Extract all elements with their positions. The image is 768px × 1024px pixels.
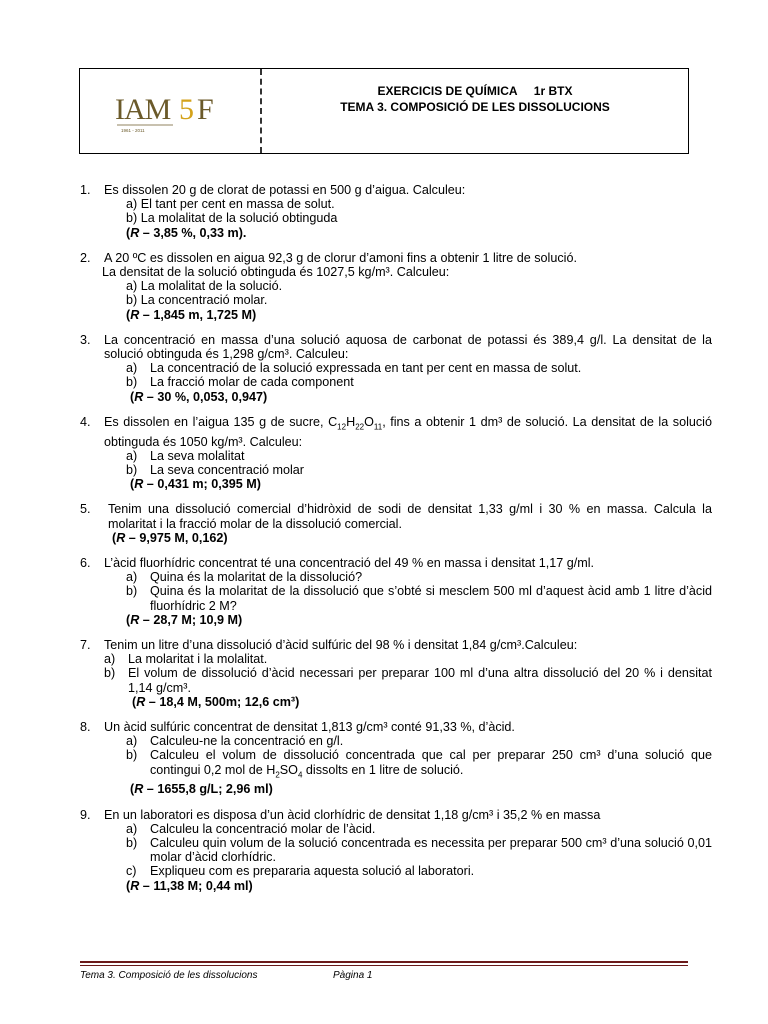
sub-question: b) La seva concentració molar xyxy=(126,462,305,477)
answer-r: R xyxy=(116,530,126,545)
sub-question: a) La concentració de la solució expressada en tant per cent en massa de solut. xyxy=(126,361,582,376)
sub-question: b) El volum de dissolució d’àcid necessari per preparar 100 ml d’una altra dissolució del 20 % i densitat 1,14 g/cm³. xyxy=(104,666,712,695)
header-title xyxy=(262,83,688,115)
sub-question: b) La fracció molar de cada component xyxy=(126,375,354,390)
exercise-number: 2. xyxy=(80,250,91,265)
answer-r: R xyxy=(130,878,140,893)
header-box xyxy=(79,68,689,154)
answer-values: – 0,431 m; 0,395 M) xyxy=(143,477,261,492)
answer-values: – 1,845 m, 1,725 M) xyxy=(139,307,257,322)
sub-question: a) La molalitat de la solució. xyxy=(126,279,283,294)
answer-r: R xyxy=(134,477,144,492)
answer: (R – 1,845 m, 1,725 M) xyxy=(126,307,257,322)
header-line-2: TEMA 3. COMPOSICIÓ DE LES DISSOLUCIONS xyxy=(340,100,610,114)
exercise-number: 8. xyxy=(80,720,91,735)
sub-question: a) El tant per cent en massa de solut. xyxy=(126,197,335,212)
sub-question: a) Quina és la molaritat de la dissolució? xyxy=(126,570,363,585)
answer-values: – 11,38 M; 0,44 ml) xyxy=(139,878,253,893)
exercise-number: 1. xyxy=(80,183,91,197)
exercise-text: Un àcid sulfúric concentrat de densitat 1,813 g/cm³ conté 91,33 %, d’àcid. xyxy=(104,720,515,735)
answer-r: R xyxy=(134,389,144,404)
footer-page: Pàgina 1 xyxy=(333,970,373,981)
sub-question: a) La seva molalitat xyxy=(126,448,245,463)
sub-question: b) Quina és la molaritat de la dissolució que s’obté si mesclem 500 ml d’aquest àcid amb 1 litre d’àcid fluorhídric 2 M? xyxy=(126,584,712,613)
footer-title: Tema 3. Composició de les dissolucions xyxy=(80,970,258,981)
answer-values: – 18,4 M, 500m; 12,6 cm³) xyxy=(145,694,300,709)
exercise-number: 6. xyxy=(80,555,91,570)
sub-question: a) Calculeu-ne la concentració en g/l. xyxy=(126,734,344,749)
exercise-4 xyxy=(80,415,712,492)
exercise-text-2: La densitat de la solució obtinguda és 1027,5 kg/m³. Calculeu: xyxy=(102,265,450,280)
sub-question: b) La molalitat de la solució obtinguda xyxy=(126,211,338,226)
answer-r: R xyxy=(136,694,146,709)
sub-question: c) Expliqueu com es prepararia aquesta solució al laboratori. xyxy=(126,864,475,879)
answer-values: – 1655,8 g/L; 2,96 ml) xyxy=(143,782,273,797)
exercise-text: Es dissolen en l’aigua 135 g de sucre, $C_{12}H_{22}O_{11}$, fins a obtenir 1 dm³ de solució. La densitat de la solució obtinguda és 1050 kg/m³. Calculeu: xyxy=(104,414,712,449)
answer: (R – 1655,8 g/L; 2,96 ml) xyxy=(130,782,273,797)
answer-r: R xyxy=(130,307,140,322)
svg-text:F: F xyxy=(197,93,214,126)
exercise-2 xyxy=(80,251,712,322)
exercise-text: L’àcid fluorhídric concentrat té una concentració del 49 % en massa i densitat 1,17 g/ml. xyxy=(104,555,595,570)
answer: (R – 9,975 M, 0,162) xyxy=(112,530,228,545)
exercise-text: Tenim una dissolució comercial d’hidròxid de sodi de densitat 1,33 g/ml i 30 % en massa. Calcula la molaritat i la fracció molar de la dissolució comercial. xyxy=(108,502,712,531)
svg-text:1961 - 2011: 1961 - 2011 xyxy=(121,128,145,133)
exercise-1 xyxy=(80,183,712,240)
svg-text:IAM: IAM xyxy=(115,93,171,126)
school-logo xyxy=(113,83,225,135)
answer-values: – 28,7 M; 10,9 M) xyxy=(139,612,243,627)
exercise-text: A 20 ºC es dissolen en aigua 92,3 g de clorur d’amoni fins a obtenir 1 litre de solució. xyxy=(104,250,577,265)
exercise-5 xyxy=(80,502,712,545)
exercise-list xyxy=(80,183,712,904)
sub-question: b) Calculeu quin volum de la solució concentrada es necessita per preparar 500 cm³ d’una solució 0,01 molar d’àcid clorhídric. xyxy=(126,835,712,865)
exercise-6 xyxy=(80,556,712,627)
answer-values: – 9,975 M, 0,162) xyxy=(125,530,228,545)
answer-values: – 30 %, 0,053, 0,947) xyxy=(143,389,268,404)
answer-r: R xyxy=(134,782,144,797)
exercise-3 xyxy=(80,333,712,404)
exercise-text: La concentració en massa d’una solució aquosa de carbonat de potassi és 389,4 g/l. La densitat de la solució obtinguda és 1,298 g/cm³. Calculeu: xyxy=(104,332,712,362)
answer: (R – 28,7 M; 10,9 M) xyxy=(126,612,243,627)
sub-question: b) La concentració molar. xyxy=(126,293,268,308)
exercise-number: 9. xyxy=(80,807,91,822)
answer-r: R xyxy=(130,612,140,627)
exercise-8 xyxy=(80,720,712,797)
sub-question: a) La molaritat i la molalitat. xyxy=(104,652,268,667)
answer: (R – 3,85 %, 0,33 m). xyxy=(126,225,247,240)
sub-question: b) Calculeu el volum de dissolució concentrada que cal per preparar 250 cm³ d’una solució que contingui 0,2 mol de $H_2SO_4$ dissolts en 1 litre de solució. xyxy=(126,748,712,780)
exercise-9 xyxy=(80,808,712,893)
footer-rule xyxy=(80,961,688,963)
answer-values: – 3,85 %, 0,33 m). xyxy=(139,225,247,240)
exercise-text: En un laboratori es disposa d’un àcid clorhídric de densitat 1,18 g/cm³ i 35,2 % en massa xyxy=(104,807,601,822)
answer: (R – 30 %, 0,053, 0,947) xyxy=(130,389,268,404)
footer-rule-thin xyxy=(80,965,688,966)
exercise-number: 4. xyxy=(80,414,91,429)
answer: (R – 0,431 m; 0,395 M) xyxy=(130,477,261,492)
exercise-text: Tenim un litre d’una dissolució d’àcid sulfúric del 98 % i densitat 1,84 g/cm³.Calculeu: xyxy=(104,638,578,652)
header-line-1: EXERCICIS DE QUÍMICA 1r BTX xyxy=(377,84,573,98)
svg-text:5: 5 xyxy=(179,93,194,126)
exercise-number: 7. xyxy=(80,638,91,652)
answer: (R – 11,38 M; 0,44 ml) xyxy=(126,878,253,893)
answer-r: R xyxy=(130,225,140,240)
exercise-text: Es dissolen 20 g de clorat de potassi en 500 g d’aigua. Calculeu: xyxy=(104,183,466,197)
exercise-number: 5. xyxy=(80,502,91,517)
exercise-number: 3. xyxy=(80,332,91,347)
answer: (R – 18,4 M, 500m; 12,6 cm³) xyxy=(132,694,300,709)
sub-question: a) Calculeu la concentració molar de l’àcid. xyxy=(126,821,376,836)
exercise-7 xyxy=(80,638,712,709)
chemical-formula: $C_{12}H_{22}O_{11}$ xyxy=(328,414,383,432)
